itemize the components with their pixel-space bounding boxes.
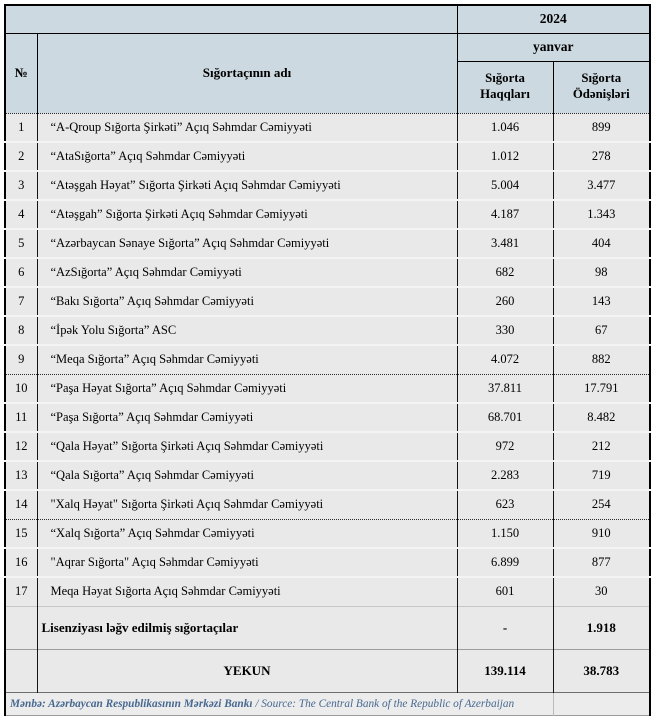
row-number: 13 [5, 461, 37, 490]
company-name: “Paşa Sığorta” Açıq Səhmdar Cəmiyyəti [37, 403, 457, 432]
company-name: “Qala Həyat” Sığorta Şirkəti Açıq Səhmdar Cəmiyyəti [37, 432, 457, 461]
premiums-value: 623 [457, 490, 553, 519]
company-name: “İpək Yolu Sığorta” ASC [37, 316, 457, 345]
premiums-value: 330 [457, 316, 553, 345]
table-row [5, 548, 650, 577]
month-row [5, 33, 650, 61]
data-rows [5, 113, 650, 606]
premiums-value: 5.004 [457, 171, 553, 200]
premiums-value: 260 [457, 287, 553, 316]
premiums-value: 972 [457, 432, 553, 461]
company-name: “Atəşgah” Sığorta Şirkəti Açıq Səhmdar Cəmiyyəti [37, 200, 457, 229]
row-number: 10 [5, 374, 37, 403]
payments-value: 98 [553, 258, 650, 287]
total-premiums-value: 139.114 [457, 649, 553, 692]
row-number: 8 [5, 316, 37, 345]
company-name: “Azərbaycan Sənaye Sığorta” Açıq Səhmdar Cəmiyyəti [37, 229, 457, 258]
table-row [5, 229, 650, 258]
company-name: “AtaSığorta” Açıq Səhmdar Cəmiyyəti [37, 142, 457, 171]
premiums-value: 1.150 [457, 519, 553, 548]
table-row [5, 490, 650, 519]
table-header [5, 5, 650, 113]
row-number: 12 [5, 432, 37, 461]
payments-value: 719 [553, 461, 650, 490]
summary-rows [5, 606, 650, 715]
row-number [5, 606, 37, 649]
table-row [5, 403, 650, 432]
year-header: 2024 [457, 5, 650, 33]
total-row [5, 649, 650, 692]
table-row [5, 374, 650, 403]
row-number: 1 [5, 113, 37, 142]
insurer-name-column-header: Sığortaçının adı [37, 33, 457, 113]
company-name: “Qala Sığorta” Açıq Səhmdar Cəmiyyəti [37, 461, 457, 490]
row-number: 16 [5, 548, 37, 577]
premiums-value: 601 [457, 577, 553, 606]
table-row [5, 171, 650, 200]
company-name: “Meqa Sığorta” Açıq Səhmdar Cəmiyyəti [37, 345, 457, 374]
payments-value: 212 [553, 432, 650, 461]
company-name: “A-Qroup Sığorta Şirkəti” Açıq Səhmdar Cəmiyyəti [37, 113, 457, 142]
premiums-value: 682 [457, 258, 553, 287]
row-number: 15 [5, 519, 37, 548]
company-name: “Atəşgah Həyat” Sığorta Şirkəti Açıq Səhmdar Cəmiyyəti [37, 171, 457, 200]
total-payments-value: 38.783 [553, 649, 650, 692]
payments-value: 8.482 [553, 403, 650, 432]
source-row [5, 692, 650, 715]
table-row [5, 432, 650, 461]
table-row [5, 461, 650, 490]
payments-value: 404 [553, 229, 650, 258]
premiums-value: 2.283 [457, 461, 553, 490]
company-name: “Xalq Sığorta” Açıq Səhmdar Cəmiyyəti [37, 519, 457, 548]
revoked-licenses-row [5, 606, 650, 649]
row-number: 9 [5, 345, 37, 374]
payments-value: 254 [553, 490, 650, 519]
premiums-value: 68.701 [457, 403, 553, 432]
table-row [5, 316, 650, 345]
number-column-header: № [5, 33, 37, 113]
row-number: 17 [5, 577, 37, 606]
row-number: 11 [5, 403, 37, 432]
payments-value: 877 [553, 548, 650, 577]
insurance-statistics-table [4, 4, 651, 716]
source-text-az: Mənbə: Azərbaycan Respublikasının Mərkəzi Bankı [10, 697, 253, 710]
source-text-en: / Source: The Central Bank of the Republic of Azerbaijan [252, 697, 515, 710]
premiums-value: 4.187 [457, 200, 553, 229]
payments-value: 30 [553, 577, 650, 606]
revoked-premiums-value: - [457, 606, 553, 649]
payments-value: 143 [553, 287, 650, 316]
payments-value: 278 [553, 142, 650, 171]
row-number: 7 [5, 287, 37, 316]
premiums-value: 4.072 [457, 345, 553, 374]
row-number [5, 649, 37, 692]
year-row [5, 5, 650, 33]
company-name: “Bakı Sığorta” Açıq Səhmdar Cəmiyyəti [37, 287, 457, 316]
table-row [5, 258, 650, 287]
row-number: 5 [5, 229, 37, 258]
premiums-value: 1.046 [457, 113, 553, 142]
payments-value: 3.477 [553, 171, 650, 200]
company-name: “Paşa Həyat Sığorta” Açıq Səhmdar Cəmiyyəti [37, 374, 457, 403]
payments-value: 67 [553, 316, 650, 345]
table-row [5, 142, 650, 171]
source-cell [5, 692, 553, 715]
table-row [5, 519, 650, 548]
month-header: yanvar [457, 33, 650, 61]
table-row [5, 200, 650, 229]
premiums-value: 37.811 [457, 374, 553, 403]
premiums-value: 6.899 [457, 548, 553, 577]
row-number: 14 [5, 490, 37, 519]
table-row [5, 287, 650, 316]
source-empty-cell [553, 692, 650, 715]
payments-value: 899 [553, 113, 650, 142]
table-row [5, 113, 650, 142]
payments-value: 882 [553, 345, 650, 374]
company-name: "Aqrar Sığorta" Açıq Səhmdar Cəmiyyəti [37, 548, 457, 577]
row-number: 2 [5, 142, 37, 171]
company-name: "Xalq Həyat" Sığorta Şirkəti Açıq Səhmdar Cəmiyyəti [37, 490, 457, 519]
table-row [5, 577, 650, 606]
row-number: 4 [5, 200, 37, 229]
row-number: 3 [5, 171, 37, 200]
company-name: “AzSığorta” Açıq Səhmdar Cəmiyyəti [37, 258, 457, 287]
premiums-value: 1.012 [457, 142, 553, 171]
revoked-payments-value: 1.918 [553, 606, 650, 649]
payments-column-header: Sığorta Ödənişləri [553, 61, 650, 113]
premiums-column-header: Sığorta Haqqları [457, 61, 553, 113]
premiums-value: 3.481 [457, 229, 553, 258]
payments-value: 17.791 [553, 374, 650, 403]
row-number: 6 [5, 258, 37, 287]
table-row [5, 345, 650, 374]
total-label: YEKUN [37, 649, 457, 692]
company-name: Meqa Həyat Sığorta Açıq Səhmdar Cəmiyyəti [37, 577, 457, 606]
revoked-licenses-label: Lisenziyası ləğv edilmiş sığortaçılar [37, 606, 457, 649]
empty-corner-cell [5, 5, 457, 33]
payments-value: 1.343 [553, 200, 650, 229]
payments-value: 910 [553, 519, 650, 548]
